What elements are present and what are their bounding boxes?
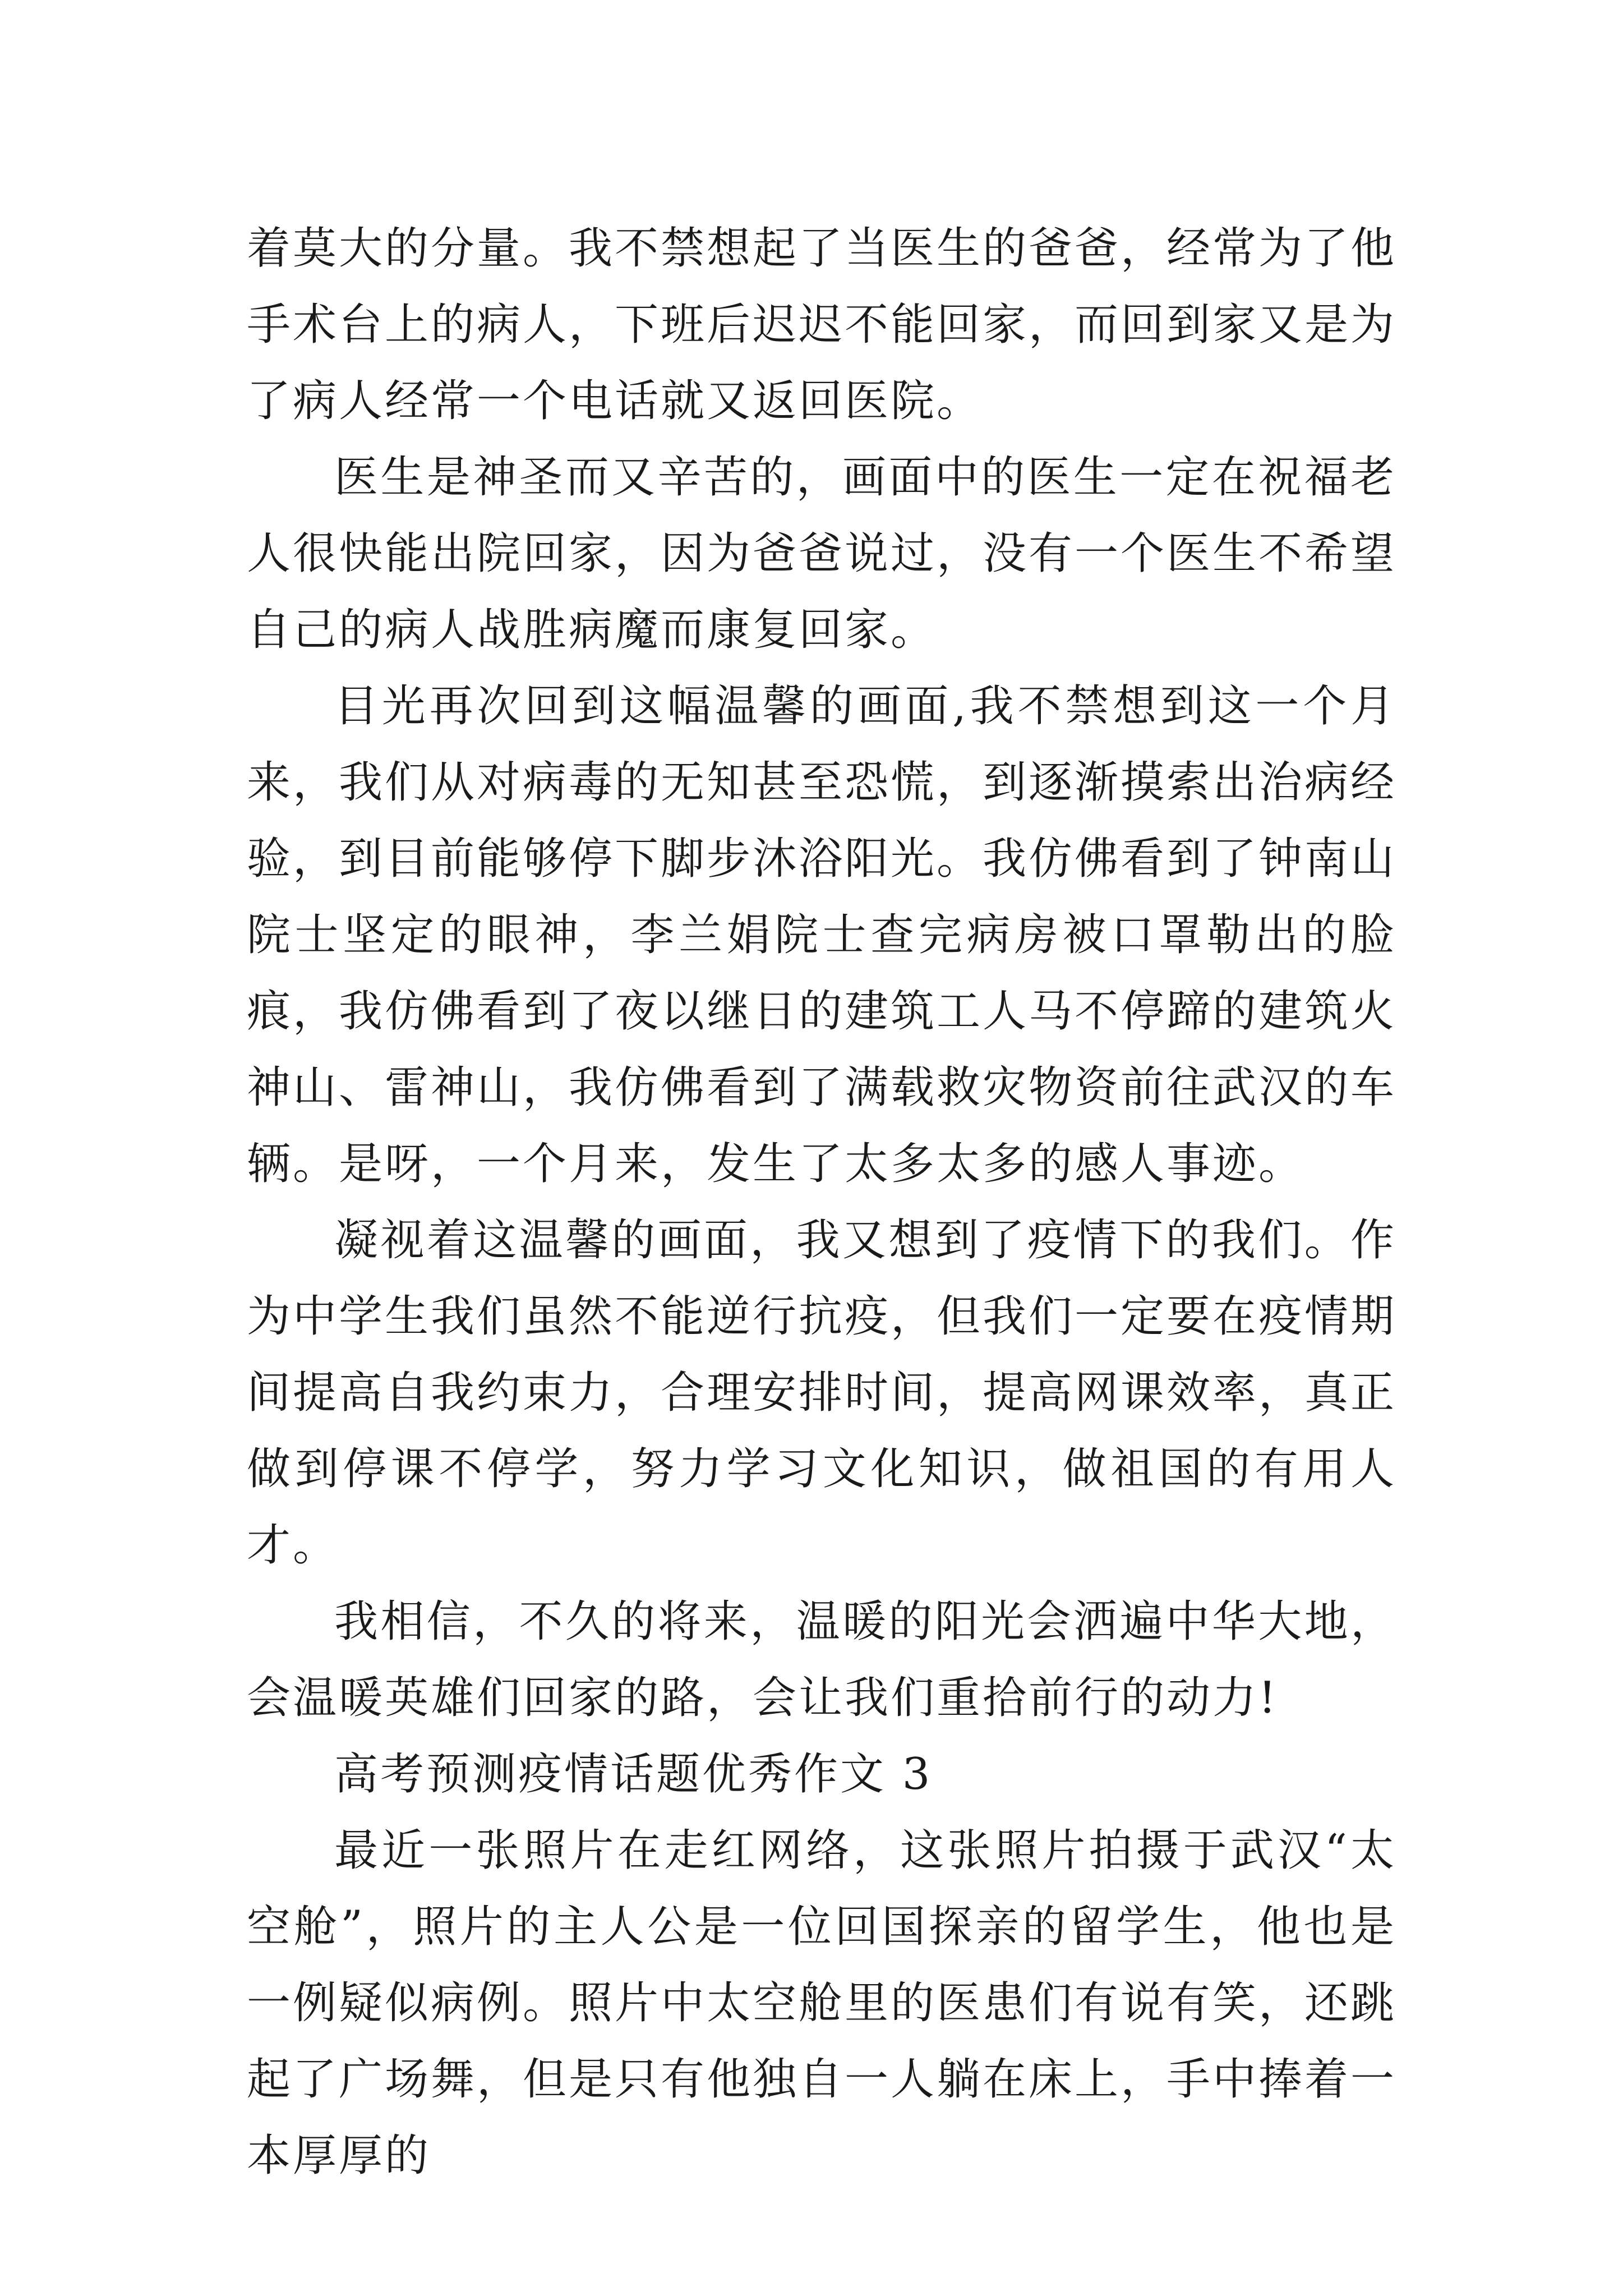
paragraph-photo: 最近一张照片在走红网络，这张照片拍摄于武汉“太空舱”，照片的主人公是一位回国探亲的留学生，他也是一例疑似病例。照片中太空舱里的医患们有说有笑，还跳起了广场舞，但是只有他独自一人躺在床上，手中捧着一本厚厚的: [247, 1825, 1397, 2181]
paragraph-reflection: 目光再次回到这幅温馨的画面,我不禁想到这一个月来，我们从对病毒的无知甚至恐慌，到逐渐摸索出治病经验，到目前能够停下脚步沐浴阳光。我仿佛看到了钟南山院士坚定的眼神，李兰娟院士查完病房被口罩勒出的脸痕，我仿佛看到了夜以继日的建筑工人马不停蹄的建筑火神山、雷神山，我仿佛看到了满载救灾物资前往武汉的车辆。是呀，一个月来，发生了太多太多的感人事迹。: [247, 681, 1397, 1189]
paragraph-hope: 我相信，不久的将来，温暖的阳光会洒遍中华大地，会温暖英雄们回家的路，会让我们重拾前行的动力!: [247, 1596, 1396, 1723]
essay-heading: 高考预测疫情话题优秀作文 3: [334, 1749, 933, 1800]
paragraph-continued: 着莫大的分量。我不禁想起了当医生的爸爸，经常为了他手术台上的病人，下班后迟迟不能回家，而回到家又是为了病人经常一个电话就又返回医院。: [247, 223, 1397, 426]
paragraph-students: 凝视着这温馨的画面，我又想到了疫情下的我们。作为中学生我们虽然不能逆行抗疫，但我们一定要在疫情期间提高自我约束力，合理安排时间，提高网课效率，真正做到停课不停学，努力学习文化知识，做祖国的有用人才。: [247, 1215, 1397, 1571]
paragraph-doctor: 医生是神圣而又辛苦的，画面中的医生一定在祝福老人很快能出院回家，因为爸爸说过，没有一个医生不希望自己的病人战胜病魔而康复回家。: [247, 452, 1397, 655]
document-body: [247, 210, 1396, 2194]
